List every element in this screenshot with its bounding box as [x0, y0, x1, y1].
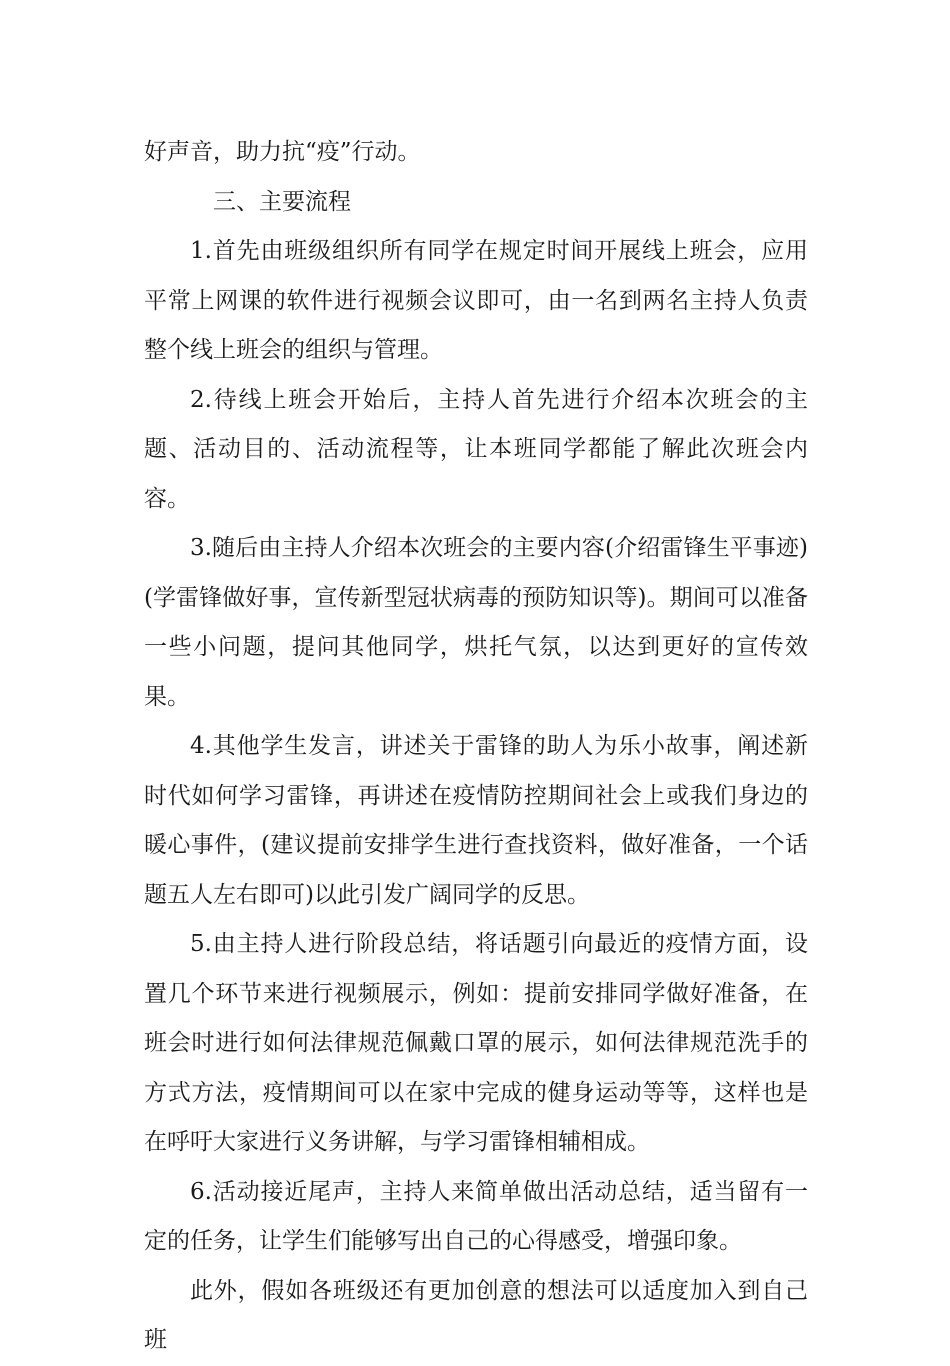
paragraph-additional: 此外，假如各班级还有更加创意的想法可以适度加入到自己班 — [144, 1277, 808, 1353]
paragraph-step-3: 3.随后由主持人介绍本次班会的主要内容(介绍雷锋生平事迹)(学雷锋做好事，宣传新型冠状病毒的预防知识等)。期间可以准备一些小问题，提问其他同学，烘托气氛，以达到更好的宣传效果。 — [144, 535, 808, 710]
paragraph-step-4: 4.其他学生发言，讲述关于雷锋的助人为乐小故事，阐述新时代如何学习雷锋，再讲述在疫情防控期间社会上或我们身边的暖心事件，(建议提前安排学生进行查找资料，做好准备，一个话题五人左右即可)以此引发广阔同学的反思。 — [144, 733, 808, 908]
paragraph-step-2: 2.待线上班会开始后，主持人首先进行介绍本次班会的主题、活动目的、活动流程等，让本班同学都能了解此次班会内容。 — [144, 386, 808, 512]
paragraph-step-6: 6.活动接近尾声，主持人来简单做出活动总结，适当留有一定的任务，让学生们能够写出自己的心得感受，增强印象。 — [144, 1178, 808, 1254]
paragraph-step-1: 1.首先由班级组织所有同学在规定时间开展线上班会，应用平常上网课的软件进行视频会议即可，由一名到两名主持人负责整个线上班会的组织与管理。 — [144, 238, 808, 363]
paragraph-step-5: 5.由主持人进行阶段总结，将话题引向最近的疫情方面，设置几个环节来进行视频展示，例如：提前安排同学做好准备，在班会时进行如何法律规范佩戴口罩的展示，如何法律规范洗手的方式方法，疫情期间可以在家中完成的健身运动等等，这样也是在呼吁大家进行义务讲解，与学习雷锋相辅相成。 — [144, 931, 808, 1155]
section-heading: 三、主要流程 — [213, 188, 351, 215]
document-body — [144, 128, 808, 1366]
paragraph-continuation: 好声音，助力抗“疫”行动。 — [144, 139, 421, 165]
